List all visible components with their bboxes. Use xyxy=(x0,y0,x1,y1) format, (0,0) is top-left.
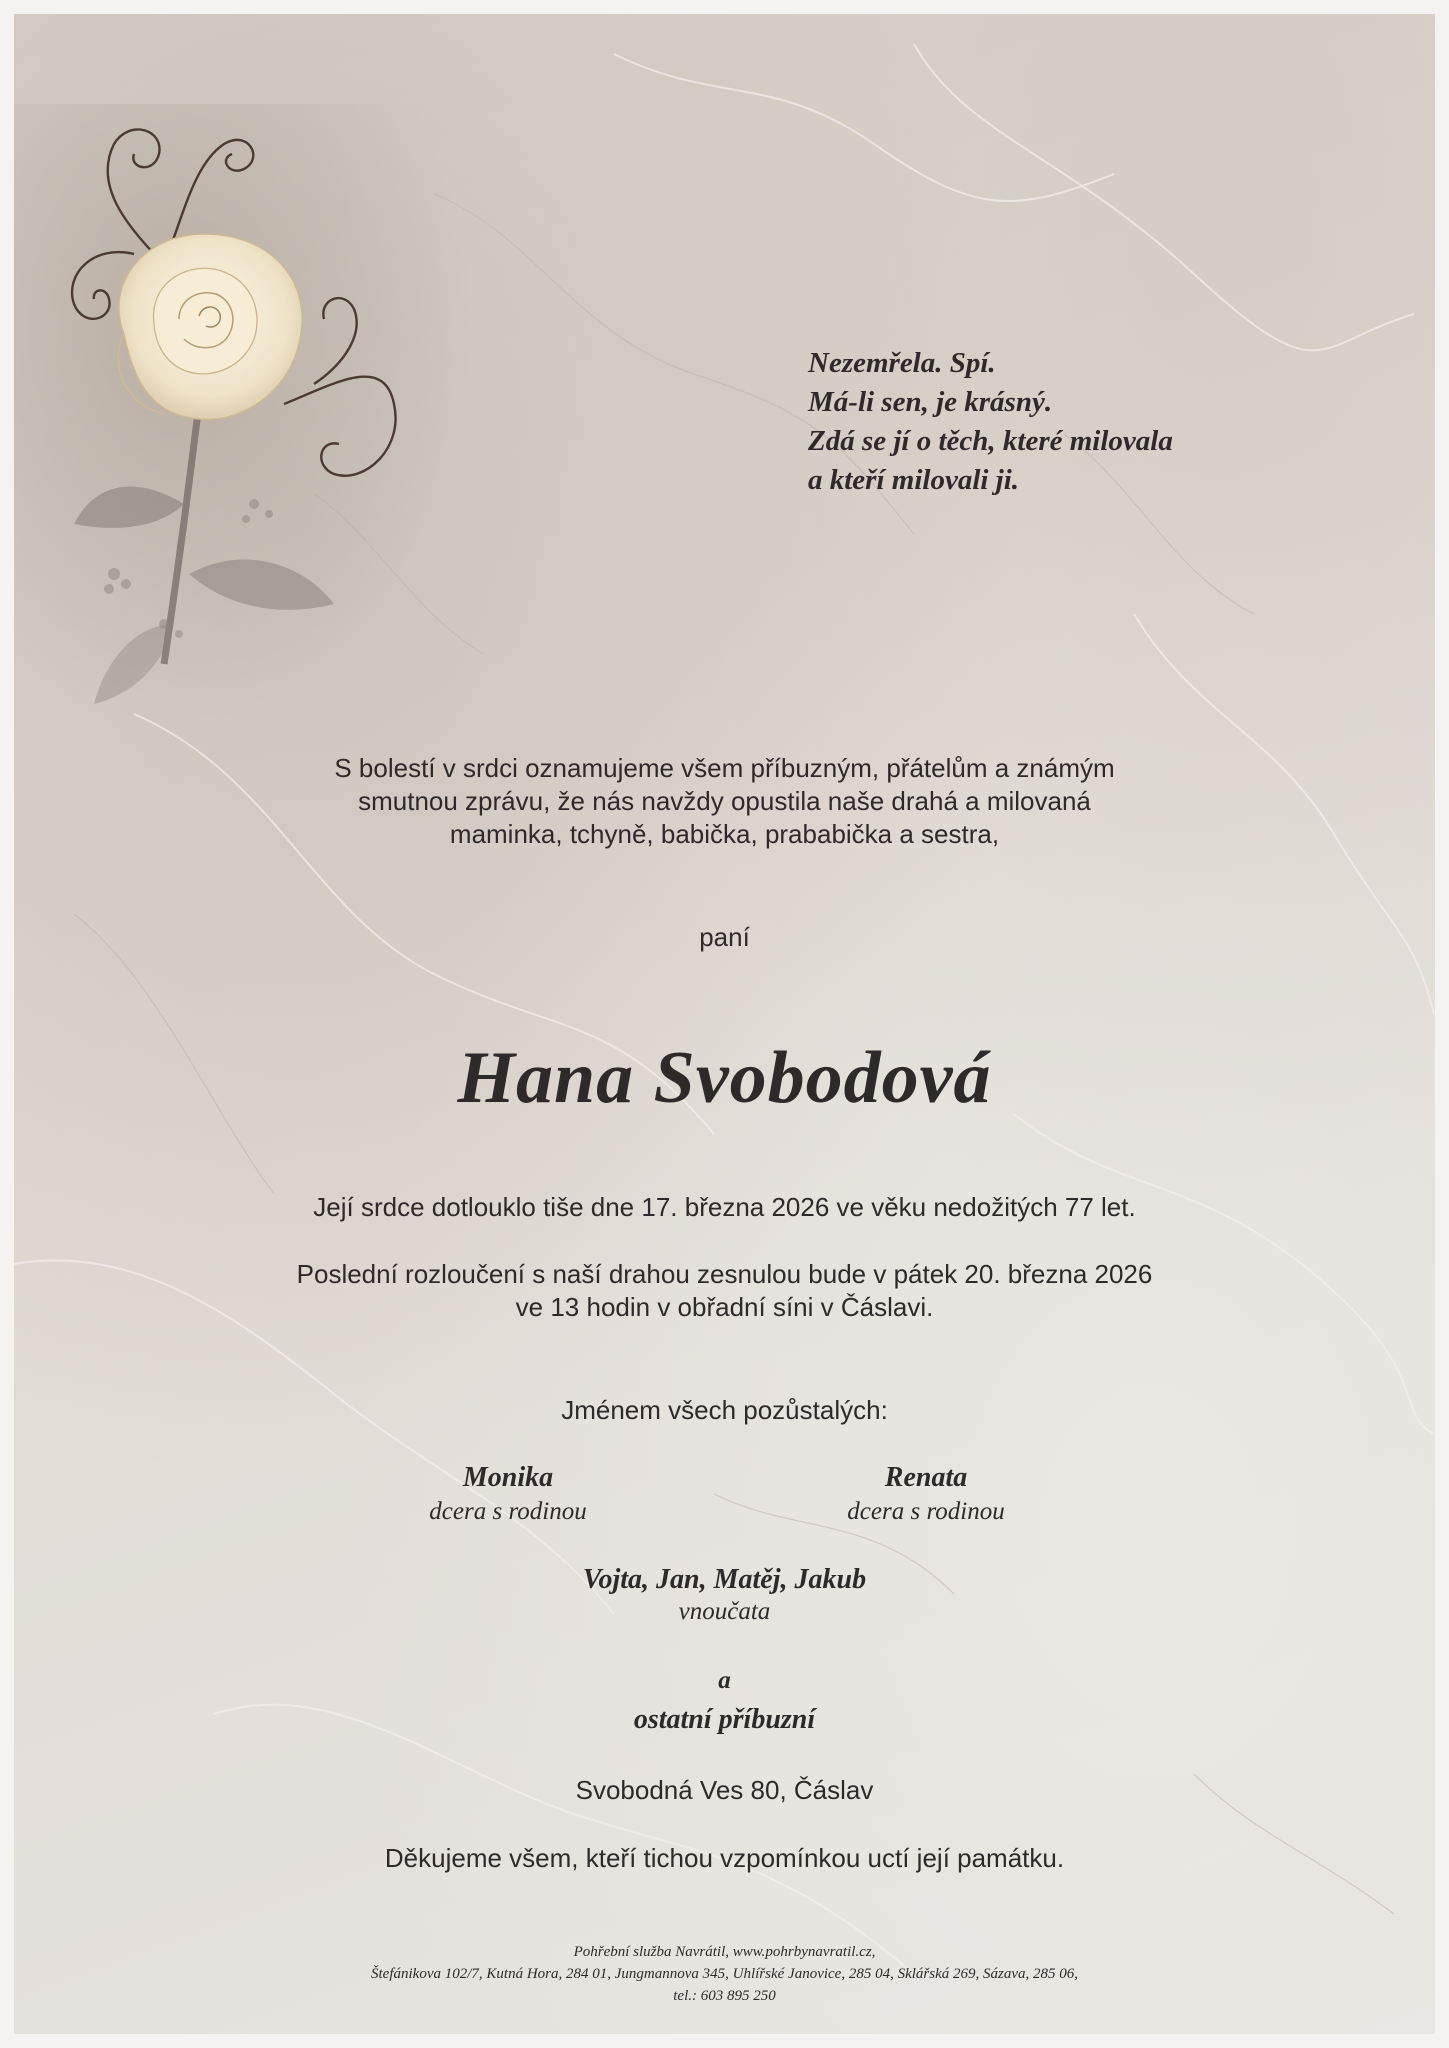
poem-line: Zdá se jí o těch, které milovala xyxy=(808,425,1173,457)
footer-line: Štefánikova 102/7, Kutná Hora, 284 01, Jungmannova 345, Uhlířské Janovice, 285 04, Sklářská 269, Sázava, 285 06, xyxy=(371,1966,1078,1982)
death-info: Její srdce dotlouklo tiše dne 17. března 2026 ve věku nedožitých 77 let. xyxy=(313,1192,1136,1222)
mourners-heading: Jménem všech pozůstalých: xyxy=(561,1395,888,1425)
funeral-info xyxy=(14,1258,1435,1324)
grandchildren-role: vnoučata xyxy=(678,1598,771,1625)
funeral-line: ve 13 hodin v obřadní síni v Čáslavi. xyxy=(515,1292,934,1322)
announcement-line: S bolestí v srdci oznamujeme všem příbuzným, přátelům a známým xyxy=(334,753,1115,783)
mourner-name: Monika xyxy=(462,1462,554,1493)
poem xyxy=(808,344,1173,500)
announcement-line: smutnou zprávu, že nás navždy opustila naše drahá a milovaná xyxy=(358,786,1091,816)
mourner-right xyxy=(776,1462,1076,1526)
funeral-service-footer xyxy=(14,1941,1435,2007)
obituary-sheet xyxy=(14,14,1435,2034)
mourner-left xyxy=(358,1462,658,1526)
poem-line: Má-li sen, je krásný. xyxy=(808,386,1053,418)
mourner-role: dcera s rodinou xyxy=(847,1498,1005,1525)
other-relatives: ostatní příbuzní xyxy=(633,1704,816,1735)
funeral-line: Poslední rozloučení s naší drahou zesnulou bude v pátek 20. března 2026 xyxy=(296,1259,1153,1289)
mourner-name: Renata xyxy=(884,1462,968,1493)
mourner-role: dcera s rodinou xyxy=(429,1498,587,1525)
poem-line: a kteří milovali ji. xyxy=(808,464,1020,496)
announcement-text xyxy=(214,752,1235,851)
footer-line: Pohřební služba Navrátil, www.pohrbynavratil.cz, xyxy=(573,1944,876,1960)
announcement-line: maminka, tchyně, babička, prababička a sestra, xyxy=(449,819,1000,849)
poem-line: Nezemřela. Spí. xyxy=(808,347,996,379)
salutation: paní xyxy=(699,922,750,952)
deceased-name: Hana Svobodová xyxy=(457,1037,992,1119)
grandchildren xyxy=(14,1564,1435,1626)
address: Svobodná Ves 80, Čáslav xyxy=(575,1775,874,1805)
conjunction: a xyxy=(718,1667,731,1694)
grandchildren-names: Vojta, Jan, Matěj, Jakub xyxy=(582,1564,867,1595)
footer-line: tel.: 603 895 250 xyxy=(673,1988,776,2004)
thanks-line: Děkujeme všem, kteří tichou vzpomínkou uctí její památku. xyxy=(384,1843,1065,1873)
rose-illustration xyxy=(14,104,474,724)
